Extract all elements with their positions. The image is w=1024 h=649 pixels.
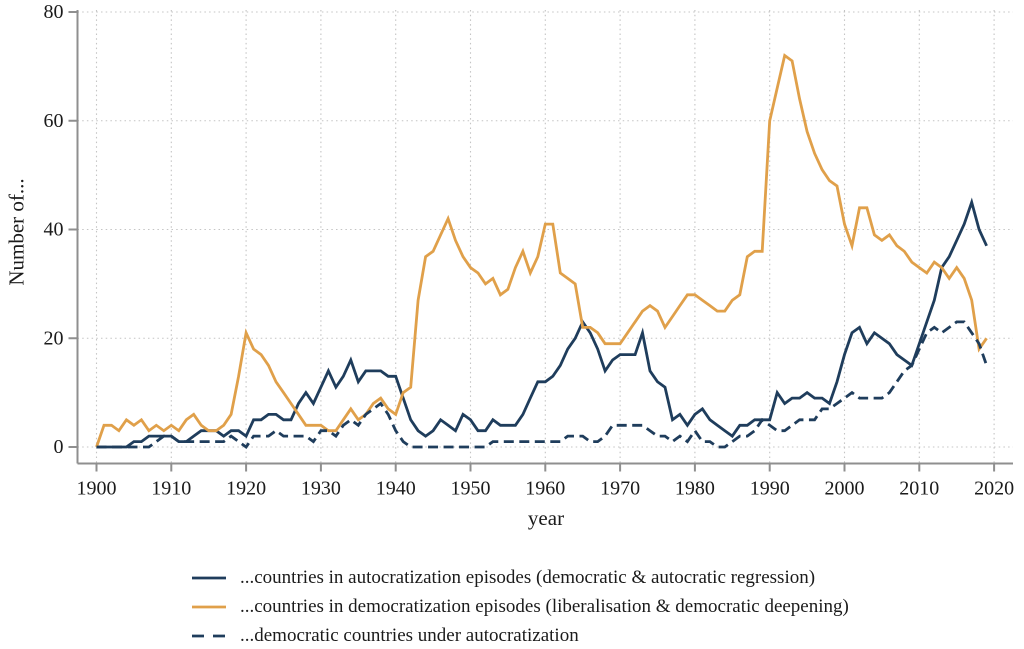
y-tick-label: 80 — [43, 1, 64, 23]
legend-item-autocratization — [191, 563, 849, 592]
x-tick-label: 1940 — [375, 477, 416, 500]
x-tick-label: 1980 — [674, 477, 715, 500]
x-tick-label: 1920 — [226, 477, 267, 500]
legend-label-autocratization: ...countries in autocratization episodes (democratic & autocratic regression) — [240, 566, 816, 588]
y-tick-label: 40 — [43, 218, 64, 241]
x-tick-label: 1900 — [76, 477, 117, 500]
x-tick-label: 1950 — [450, 477, 491, 500]
legend-swatch-solid-navy-icon — [191, 571, 227, 585]
legend-item-democratization — [191, 592, 849, 621]
y-tick-label: 0 — [53, 436, 64, 458]
legend-item-democratic-under-autocratization — [191, 621, 849, 649]
x-tick-label: 1990 — [749, 477, 790, 500]
legend — [191, 563, 849, 649]
series-democratization-episodes-line — [97, 56, 987, 448]
legend-label-democratic-under-autocratization: ...democratic countries under autocratization — [240, 624, 579, 646]
y-axis-title: Number of... — [4, 178, 29, 286]
x-tick-label: 1970 — [600, 477, 641, 500]
x-axis-title: year — [527, 506, 565, 530]
y-tick-label: 60 — [43, 109, 64, 132]
x-tick-label: 1930 — [300, 477, 341, 500]
x-tick-label: 1960 — [525, 477, 566, 500]
x-tick-label: 1910 — [151, 477, 192, 500]
x-tick-label: 2020 — [974, 477, 1015, 500]
legend-swatch-solid-orange-icon — [191, 600, 227, 614]
series-democratic-under-autocratization-line — [97, 322, 987, 447]
x-tick-label: 2010 — [899, 477, 940, 500]
x-tick-label: 2000 — [824, 477, 865, 500]
y-tick-label: 20 — [43, 327, 64, 350]
legend-label-democratization: ...countries in democratization episodes (liberalisation & democratic deepening) — [240, 595, 849, 617]
legend-swatch-dashed-navy-icon — [191, 629, 227, 643]
